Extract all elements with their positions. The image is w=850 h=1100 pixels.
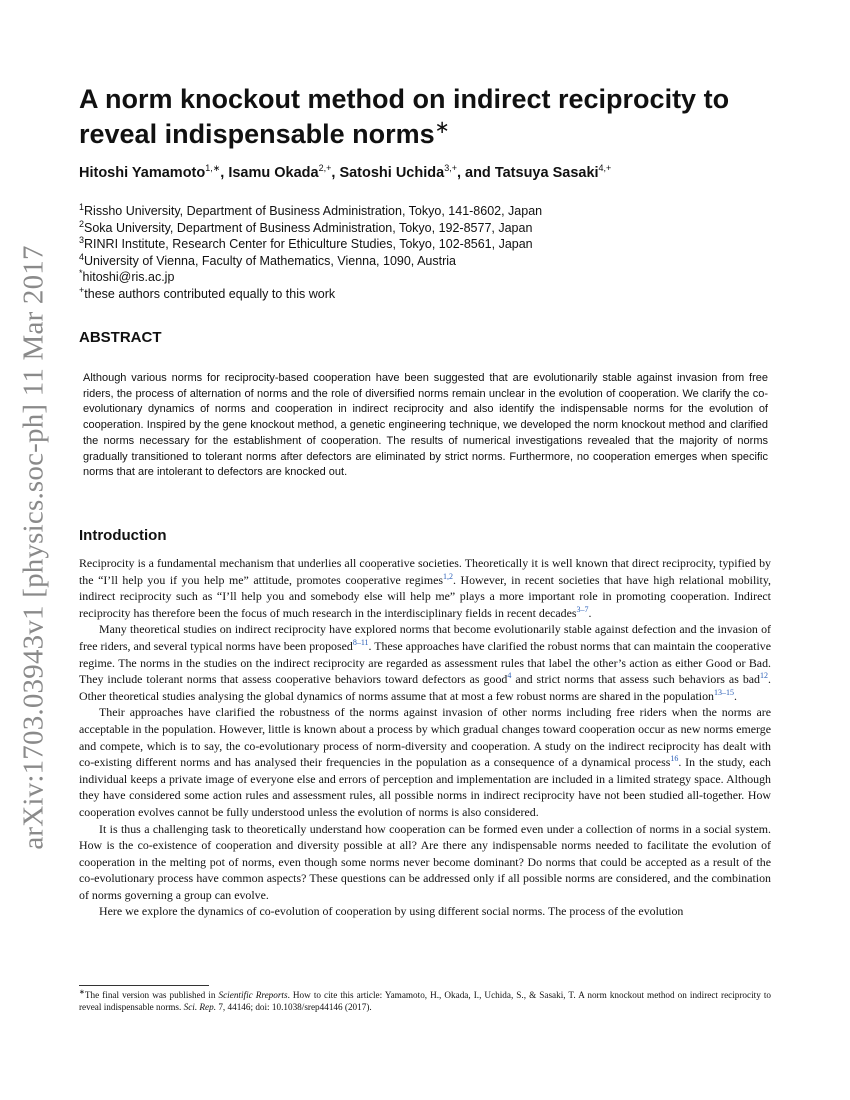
affiliation-item [79, 253, 799, 270]
affiliation-mark: 3 [79, 235, 85, 246]
author-separator: , [331, 165, 340, 181]
author-list [79, 163, 799, 183]
arxiv-identifier: arXiv:1703.03943v1 [physics.soc-ph] 11 Mar 2017 [17, 244, 50, 850]
paragraph [79, 903, 771, 920]
footnote-italic: Sci. Rep. [183, 1002, 217, 1013]
paragraph-text: and strict norms that assess such behaviors as bad [511, 672, 761, 687]
footnote-italic: Scientific Rreports [218, 990, 288, 1000]
affiliation-text: University of Vienna, Faculty of Mathematics, Vienna, 1090, Austria [84, 253, 456, 268]
citation-reference: 12 [760, 671, 769, 681]
footnote-text: 7, 44146; doi: 10.1038/srep44146 (2017). [216, 1002, 372, 1013]
affiliation-mark: * [79, 268, 83, 279]
footnote-text: . How to cite this article: Yamamoto, H., Okada, I., Uchida, S., & Sasaki, T. A norm knockout method on indirect reciprocity to reveal indispensable norms. [79, 990, 771, 1013]
paragraph-text: Here we explore the dynamics of co-evolution of cooperation by using different social norms. The process of the evolution [99, 904, 684, 919]
citation-reference: 4 [507, 671, 512, 681]
affiliation-list [79, 203, 799, 303]
paper-title [79, 82, 799, 152]
paragraph-text: Many theoretical studies on indirect reciprocity have explored norms that become evolutionarily stable against defection and the invasion of free riders, and several typical norms have been proposed [79, 622, 771, 653]
author-separator: , [220, 165, 229, 181]
footnote [79, 989, 771, 1014]
paragraph [79, 704, 771, 820]
abstract-text: Although various norms for reciprocity-based cooperation have been suggested that are evolutionarily stable against invasion from free riders, the process of alternation of norms and the role of diversified norms remain unclear in the evolution of cooperation. We clarify the co-evolutionary dynamics of norms and cooperation in indirect reciprocity and also identify the indispensable norms for the evolution of cooperation. Inspired by the gene knockout method, a genetic engineering technique, we developed the norm knockout method and clarified the norms necessary for the establishment of cooperation. The results of numerical investigations revealed that the majority of norms gradually transitioned to tolerant norms after defectors are eliminated by strict norms. Furthermore, no cooperation emerges when specific norms that are intolerant to defectors are knocked out. [83, 372, 768, 479]
affiliation-text: Rissho University, Department of Business Administration, Tokyo, 141-8602, Japan [84, 204, 543, 218]
title-footnote-mark: ∗ [434, 117, 450, 137]
paragraph-text: . [588, 605, 592, 620]
author-name: Tatsuya Sasaki [494, 165, 599, 181]
author-name: Isamu Okada [228, 165, 319, 181]
author-name: Satoshi Uchida [339, 165, 445, 181]
affiliation-item [79, 269, 799, 286]
paragraph [79, 555, 771, 621]
paragraph-text: . In the study, each individual keeps a private image of everyone else and errors of perception and implementation are included in a limited strategy space. Although they have considered some action rules and assessment rules, all possible norms in indirect reciprocity have not been studied all-together. How cooperation evolves cannot be fully understood unless the evolution of norms is also considered. [79, 755, 771, 819]
footnote-rule [79, 985, 209, 986]
affiliation-mark: + [79, 284, 85, 295]
paragraph-text: It is thus a challenging task to theoretically understand how cooperation can be formed even under a collection of norms in a social system. How is the co-existence of cooperation and diversity possible at all? Are there any indispensable norms needed to facilitate the evolution of cooperation in the melting pot of norms, even though some norms never become dominant? Do norms that could be accepted as a result of the co-evolutionary process have common aspects? These questions can be addressed only if all possible norms are considered, and the combination of norms governing a group can evolve. [79, 821, 771, 902]
paragraph [79, 621, 771, 704]
affiliation-item [79, 236, 799, 253]
citation-reference: 13–15 [714, 687, 735, 697]
citation-reference: 8–11 [352, 638, 369, 647]
affiliation-mark: 4 [79, 251, 85, 262]
author-separator: , and [456, 165, 495, 181]
affiliation-text: hitoshi@ris.ac.jp [82, 270, 175, 285]
paragraph [79, 821, 771, 904]
citation-reference: 1,2 [443, 571, 453, 581]
paragraph-text: Reciprocity is a fundamental mechanism that underlies all cooperative societies. Theoretically it is well known that direct reciprocity, typified by the “I’ll help you if you help me” attitude, promotes cooperative regimes [79, 556, 771, 587]
paragraph-text: . These approaches have clarified the robust norms that can maintain the cooperative regime. The norms in the studies on the indirect reciprocity are regarded as assessment rules that label the other’s action as either Good or Bad. They include tolerant norms that assess cooperative behaviors toward defectors as good [79, 638, 771, 687]
affiliation-item [79, 203, 799, 220]
paragraph-text: Their approaches have clarified the robustness of the norms against invasion of other norms including free riders when the norms are acceptable in the population. However, little is known about a process by which gradual changes toward cooperation occur as new norms emerge and compete, which is to say, the co-evolutionary process of norm-diversity and cooperation. A study on the indirect reciprocity has dealt with co-existing different norms and has analysed their frequencies in the population as a consequence of a dynamical process [79, 705, 771, 770]
author-name: Hitoshi Yamamoto [79, 165, 206, 181]
affiliation-item [79, 286, 799, 303]
affiliation-mark: 1 [79, 201, 85, 212]
paragraph-text: . Other theoretical studies analysing the global dynamics of norms assume that at most a few robust norms are shared in the population [79, 672, 771, 703]
citation-reference: 3–7 [576, 604, 589, 614]
citation-reference: 16 [670, 754, 679, 764]
affiliation-mark: 2 [79, 218, 85, 229]
affiliation-text: these authors contributed equally to this work [84, 286, 336, 301]
introduction-heading: Introduction [79, 527, 167, 544]
paragraph-text: . [734, 688, 737, 703]
author-affiliation-mark: 2,+ [318, 163, 332, 174]
introduction-body [79, 555, 771, 920]
arxiv-sidebar-stamp [8, 222, 60, 872]
affiliation-text: RINRI Institute, Research Center for Ethiculture Studies, Tokyo, 102-8561, Japan [84, 237, 533, 252]
abstract-heading: ABSTRACT [79, 329, 162, 346]
author-affiliation-mark: 3,+ [444, 163, 457, 174]
author-affiliation-mark: 1,∗ [205, 163, 221, 174]
author-affiliation-mark: 4,+ [598, 163, 612, 174]
footnote-text: The final version was published in [84, 990, 219, 1000]
paper-title-text: A norm knockout method on indirect reciprocity to reveal indispensable norms [79, 84, 730, 149]
affiliation-text: Soka University, Department of Business Administration, Tokyo, 192-8577, Japan [84, 220, 533, 235]
affiliation-item [79, 220, 799, 237]
footnote-mark: ∗ [79, 987, 85, 996]
paragraph-text: . However, in recent societies that have high relational mobility, indirect reciprocity such as “I’ll help you and somebody else will help me” plays a more important role in promoting cooperation. Indirect reciprocity has therefore been the focus of much research in the interdisciplinary fields in recent decades [79, 572, 771, 620]
